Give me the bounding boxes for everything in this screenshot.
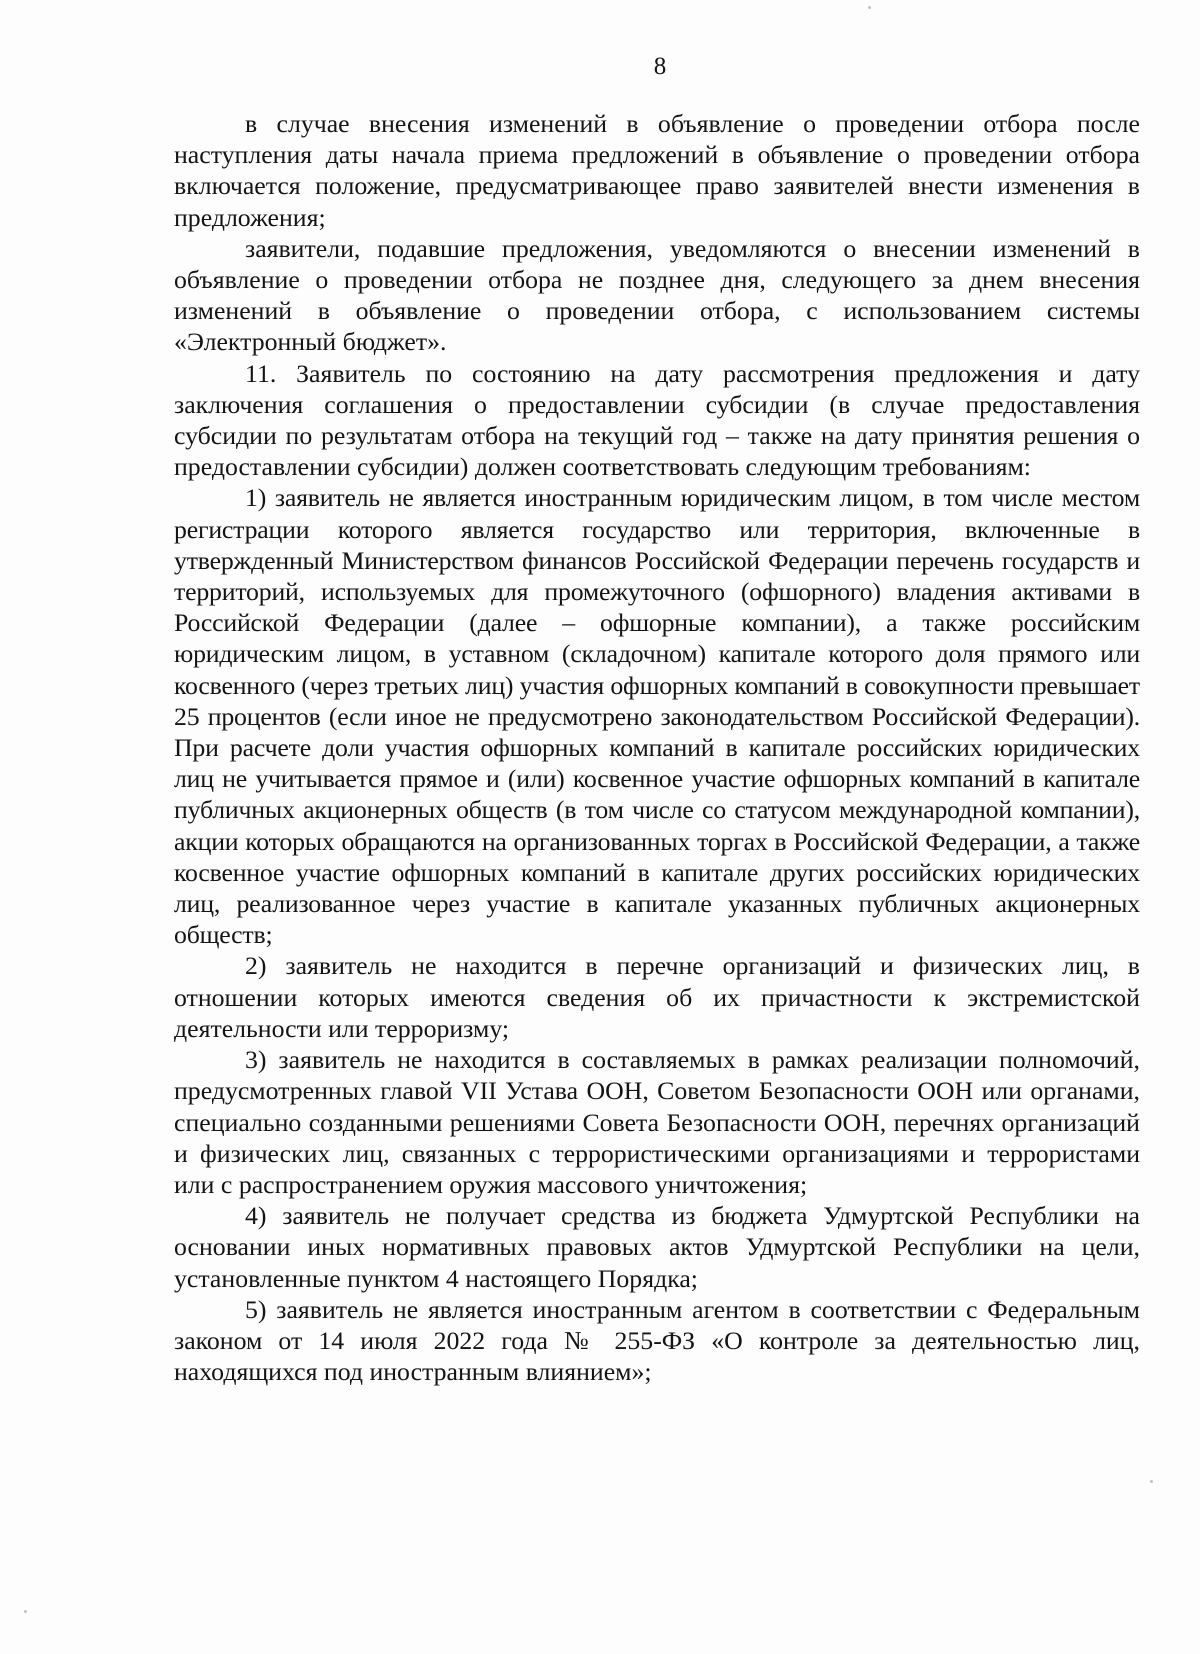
scan-speck bbox=[1150, 1480, 1153, 1483]
paragraph-requirement-1: 1) заявитель не является иностранным юридическим лицом, в том числе местом регистрации которого является государство или территория, включенные в утвержденный Министерством финансов Российской Федерации перечень государств и территорий, используемых для промежуточного (офшорного) владения активами в Российской Федерации (далее – офшорные компании), а также российским юридическим лицом, в уставном (складочном) капитале которого доля прямого или косвенного (через третьих лиц) участия офшорных компаний в совокупности превышает 25 процентов (если иное не предусмотрено законодательством Российской Федерации). При расчете доли участия офшорных компаний в капитале российских юридических лиц не учитывается прямое и (или) косвенное участие офшорных компаний в капитале публичных акционерных обществ (в том числе со статусом международной компании), акции которых обращаются на организованных торгах в Российской Федерации, а также косвенное участие офшорных компаний в капитале других российских юридических лиц, реализованное через участие в капитале указанных публичных акционерных обществ; bbox=[174, 483, 1140, 950]
paragraph-item-11-requirements: 11. Заявитель по состоянию на дату рассмотрения предложения и дату заключения соглашения о предоставлении субсидии (в случае предоставления субсидии по результатам отбора на текущий год – также на дату принятия решения о предоставлении субсидии) должен соответствовать следующим требованиям: bbox=[174, 358, 1140, 482]
paragraph-requirement-4: 4) заявитель не получает средства из бюджета Удмуртской Республики на основании иных нормативных правовых актов Удмуртской Республики на цели, установленные пунктом 4 настоящего Порядка; bbox=[174, 1201, 1140, 1293]
scan-speck bbox=[24, 1610, 27, 1613]
paragraph-requirement-3: 3) заявитель не находится в составляемых в рамках реализации полномочий, предусмотренных главой VII Устава ООН, Советом Безопасности ООН или органами, специально созданными решениями Совета Безопасности ООН, перечнях организаций и физических лиц, связанных с террористическими организациями и террористами или с распространением оружия массового уничтожения; bbox=[174, 1045, 1140, 1199]
page-number: 8 bbox=[653, 53, 667, 80]
document-body bbox=[174, 108, 1140, 1387]
paragraph-requirement-5: 5) заявитель не является иностранным агентом в соответствии с Федеральным законом от 14 июля 2022 года № 255-ФЗ «О контроле за деятельностью лиц, находящихся под иностранным влиянием»; bbox=[174, 1294, 1140, 1387]
scan-speck bbox=[868, 6, 871, 9]
paragraph-requirement-2: 2) заявитель не находится в перечне организаций и физических лиц, в отношении которых имеются сведения об их причастности к экстремистской деятельности или терроризму; bbox=[174, 951, 1140, 1043]
paragraph-applicants-notification: заявители, подавшие предложения, уведомляются о внесении изменений в объявление о проведении отбора не позднее дня, следующего за днем внесения изменений в объявление о проведении отбора, с использованием системы «Электронный бюджет». bbox=[174, 233, 1140, 357]
paragraph-changes-announcement: в случае внесения изменений в объявление о проведении отбора после наступления даты начала приема предложений в объявление о проведении отбора включается положение, предусматривающее право заявителей внести изменения в предложения; bbox=[174, 109, 1140, 232]
